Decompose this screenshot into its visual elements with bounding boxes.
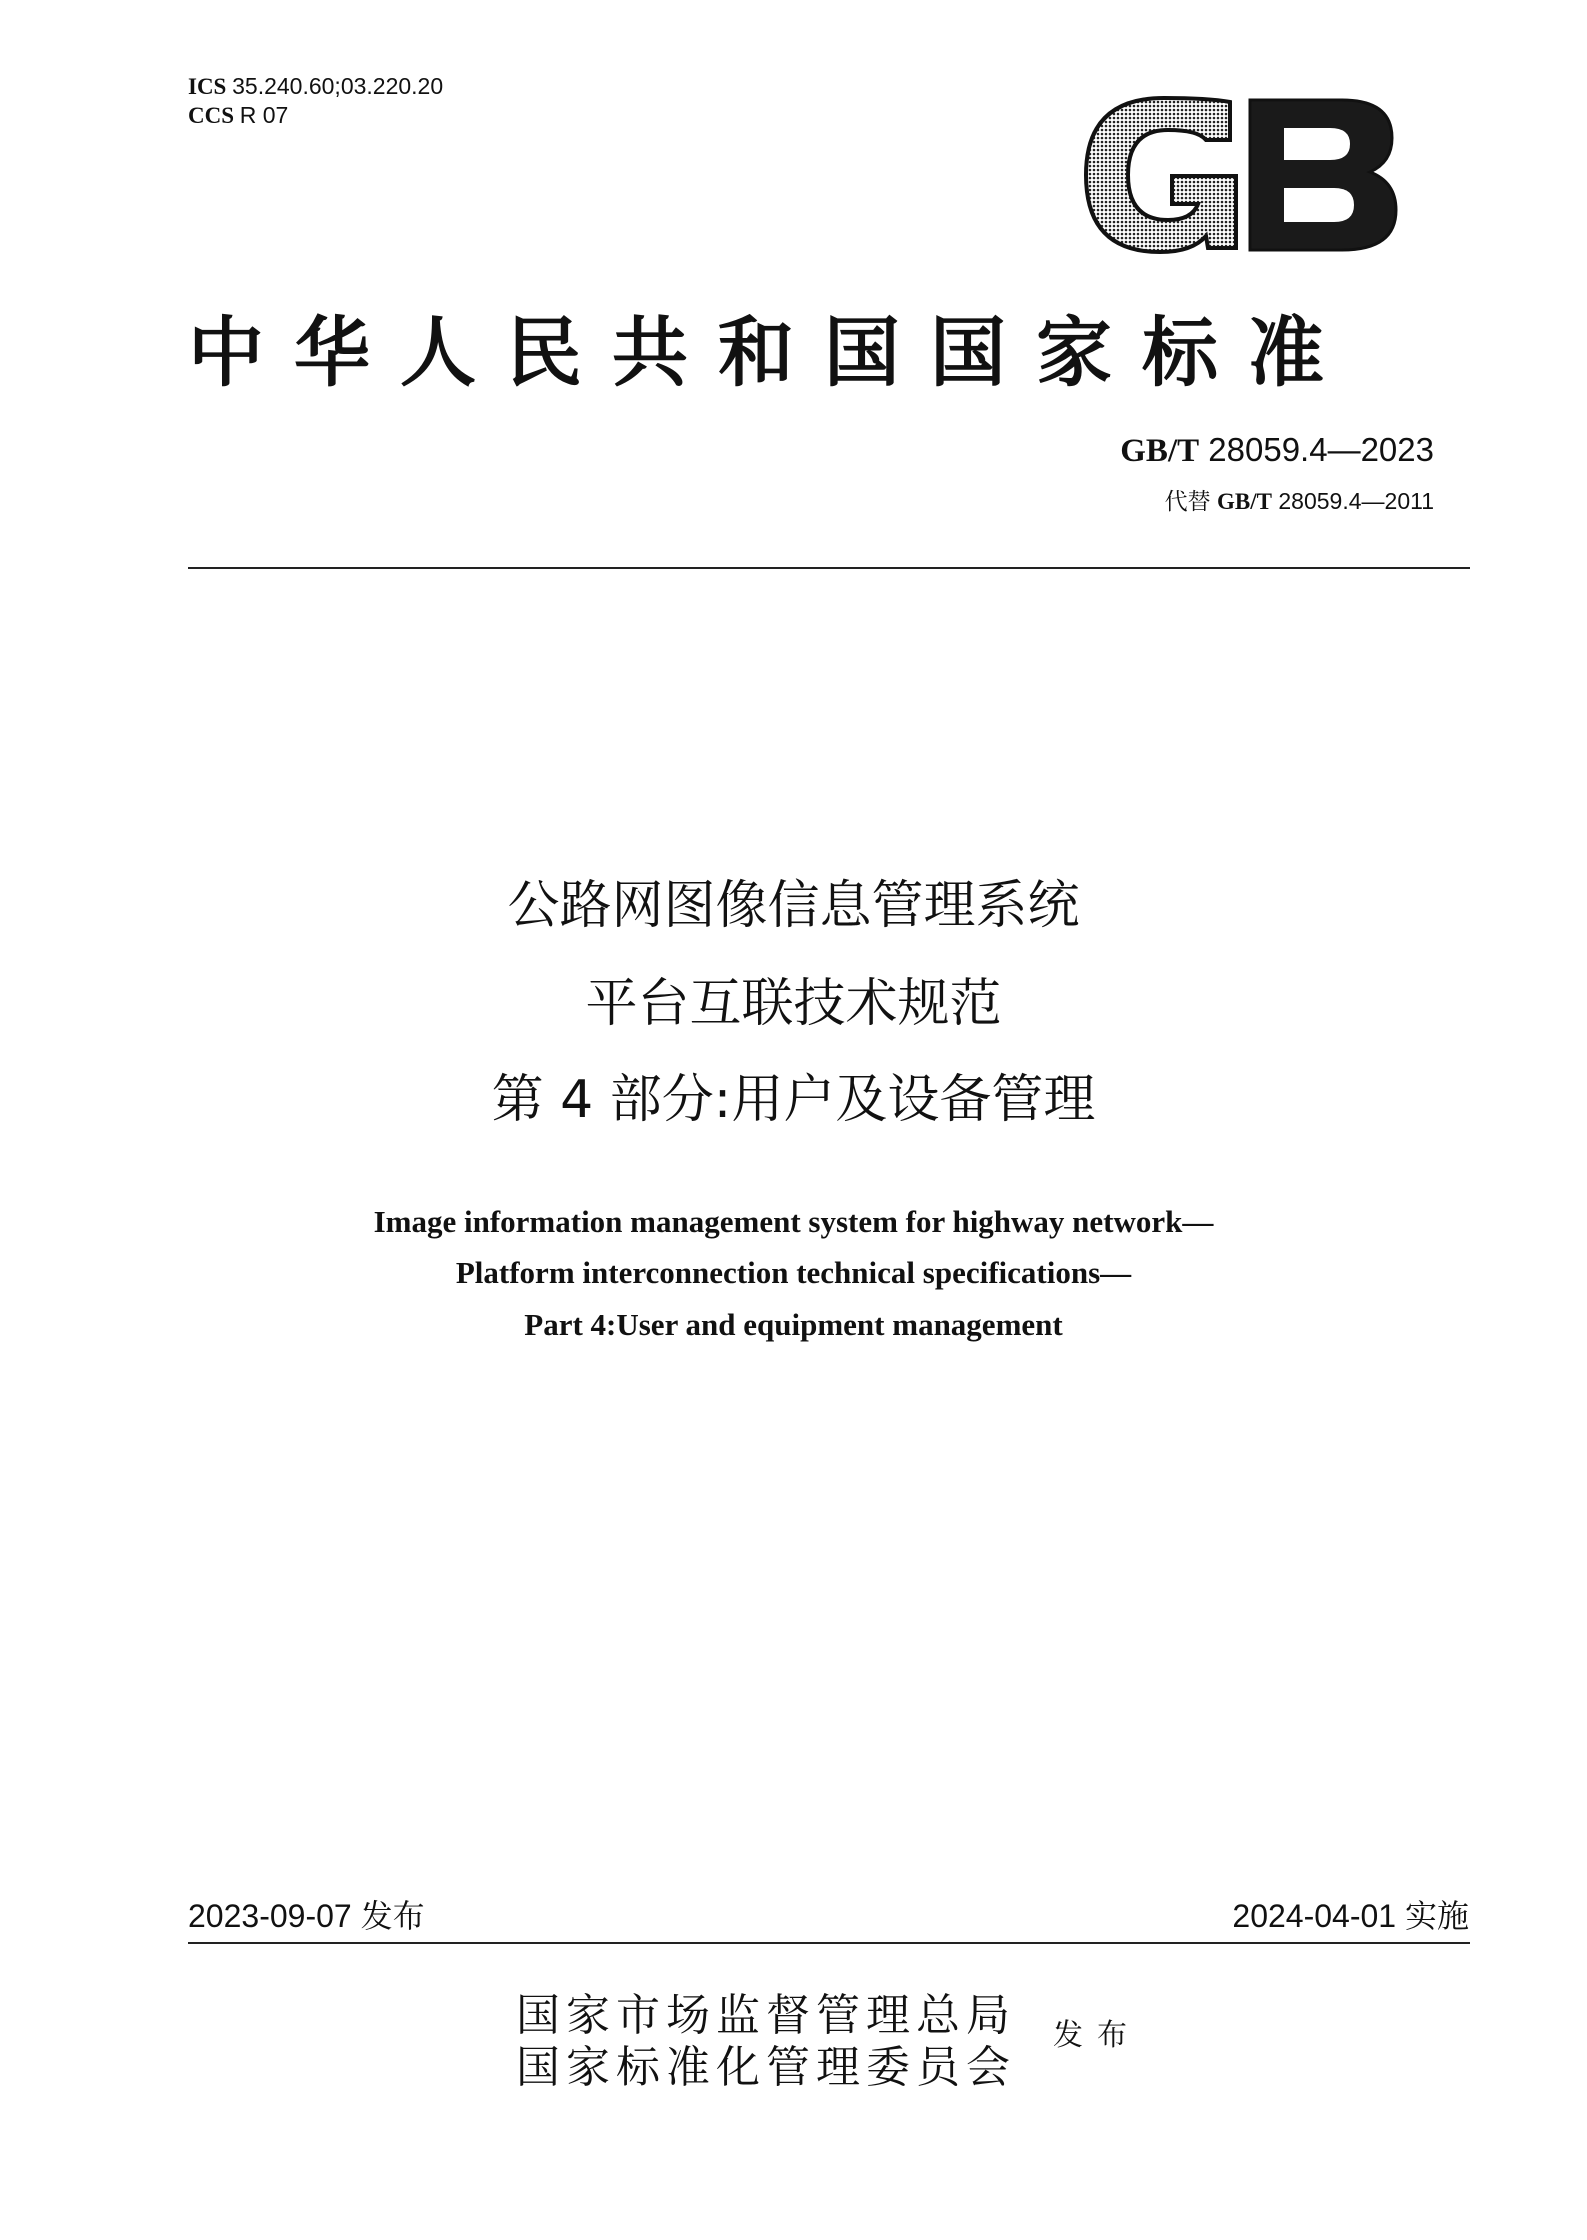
issuer-line-1: 国家市场监督管理总局 bbox=[516, 1990, 1016, 2041]
effective-date-label: 实施 bbox=[1404, 1898, 1469, 1934]
title-cn-line-3: 第 4 部分:用户及设备管理 bbox=[491, 1070, 1096, 1130]
title-en-line-1: Image information management system for highway network— bbox=[373, 1204, 1214, 1239]
title-en-line-3: Part 4:User and equipment management bbox=[524, 1307, 1063, 1342]
replaces-label: 代替 bbox=[1164, 488, 1211, 514]
ccs-value: R 07 bbox=[239, 102, 289, 128]
effective-date bbox=[1232, 1896, 1469, 1936]
classification-codes bbox=[188, 72, 443, 130]
standard-number-prefix: GB/T bbox=[1120, 433, 1200, 469]
national-standard-title: 中华人民共和国国家标准 bbox=[188, 308, 1354, 397]
issuing-authorities bbox=[516, 1990, 1016, 2094]
replaces-prefix: GB/T bbox=[1217, 489, 1272, 514]
title-cn-line-2: 平台互联技术规范 bbox=[585, 974, 1002, 1034]
replaces-number: 28059.4—2011 bbox=[1278, 488, 1434, 514]
title-cn-line-1: 公路网图像信息管理系统 bbox=[507, 876, 1080, 936]
header-divider bbox=[188, 567, 1470, 569]
gb-logo-icon bbox=[1080, 96, 1398, 254]
effective-date-value: 2024-04-01 bbox=[1232, 1898, 1397, 1934]
ics-label: ICS bbox=[188, 74, 227, 99]
ccs-code bbox=[188, 101, 443, 130]
footer-divider bbox=[188, 1942, 1470, 1944]
ics-code bbox=[188, 72, 443, 101]
issue-verb: 发布 bbox=[1053, 2018, 1141, 2053]
replaces-standard bbox=[1165, 486, 1434, 517]
issue-date-label: 发布 bbox=[360, 1898, 425, 1934]
issue-date bbox=[188, 1896, 425, 1936]
issuer-line-2: 国家标准化管理委员会 bbox=[516, 2042, 1016, 2093]
issue-date-value: 2023-09-07 bbox=[188, 1898, 352, 1934]
title-en-line-2: Platform interconnection technical specifications— bbox=[455, 1255, 1132, 1290]
standard-number bbox=[1120, 430, 1434, 471]
standard-number-value: 28059.4—2023 bbox=[1208, 431, 1434, 468]
ics-value: 35.240.60;03.220.20 bbox=[232, 73, 444, 99]
ccs-label: CCS bbox=[188, 103, 235, 128]
